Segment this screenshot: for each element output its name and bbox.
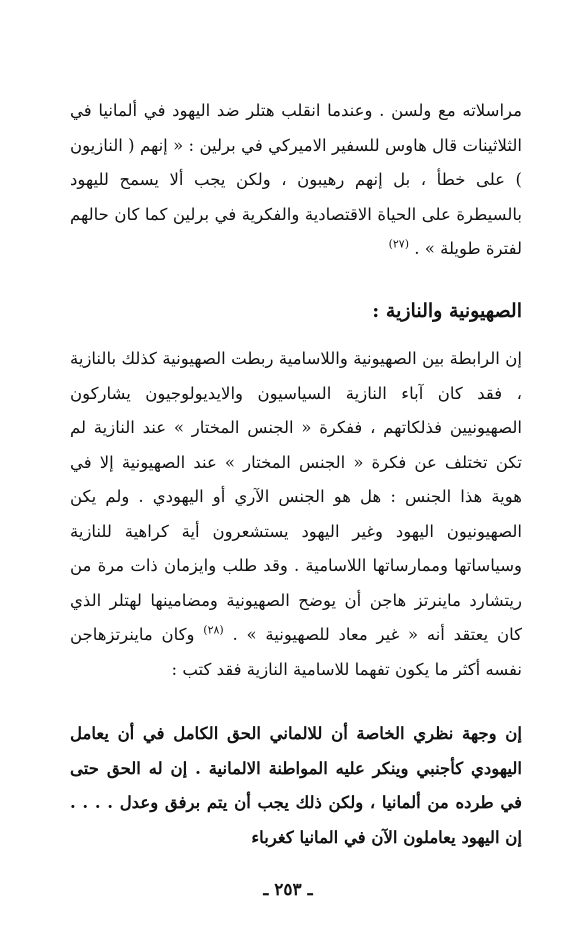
section-heading: الصهيونية والنازية : — [372, 300, 522, 322]
paragraph-2-part1: إن الرابطة بين الصهيونية واللاسامية ربطت الصهيونية كذلك بالنازية ، فقد كان آباء النازية السياسيون والايديولوجيون يشاركون الصهيونيين فذلكاتهم ، ففكرة « الجنس المختار » عند النازية لم تكن تختلف عن فكرة « الجنس المختار » عند الصهيونية إلا في هوية هذا الجنس : هل هو الجنس الآري أو اليهودي . ولم يكن الصهيونيون اليهود وغير اليهود يستشعرون أية كراهية للنازية وسياساتها وممارساتها اللاسامية . وقد طلب وايزمان ذات مرة من ريتشارد ماينرتز هاجن أن يوضح الصهيونية ومضامينها لهتلر الذي كان يعتقد أنه « غير معاد للصهيونية » . — [70, 349, 522, 644]
footnote-28: (٢٨) — [203, 623, 224, 637]
paragraph-2 — [70, 342, 522, 687]
paragraph-1 — [70, 94, 522, 267]
block-quote: إن وجهة نظري الخاصة أن للالماني الحق الكامل في أن يعامل اليهودي كأجنبي وينكر عليه المواطنة الالمانية . إن له الحق حتى في طرده من ألمانيا ، ولكن ذلك يجب أن يتم برفق وعدل . . . . إن اليهود يعاملون الآن في المانيا كغرباء — [70, 724, 522, 847]
page-number: ـ ٢٥٣ ـ — [263, 880, 313, 900]
paragraph-1-text: مراسلاته مع ولسن . وعندما انقلب هتلر ضد اليهود في ألمانيا في الثلاثينات قال هاوس للسفير الاميركي في برلين : « إنهم ( النازيون ) على خطأ ، بل إنهم رهيبون ، ولكن يجب ألا يسمح لليهود بالسيطرة على الحياة الاقتصادية والفكرية في برلين كما كان حالهم لفترة طويلة » . — [70, 101, 522, 258]
paragraph-2-part2: وكان ماينرتزهاجن نفسه أكثر ما يكون تفهما للاسامية النازية فقد كتب : — [70, 625, 522, 679]
footnote-27: (٢٧) — [388, 237, 410, 251]
